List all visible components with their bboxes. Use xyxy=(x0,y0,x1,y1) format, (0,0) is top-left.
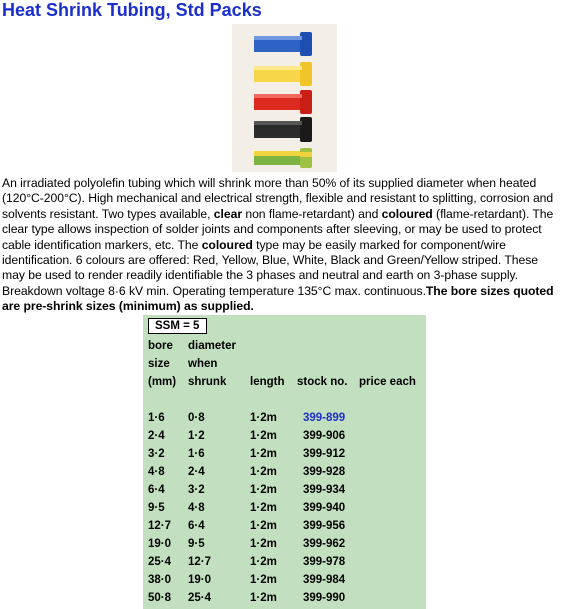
coloured-label: coloured xyxy=(201,237,253,252)
cell-shrunk: 0·8 xyxy=(188,412,205,424)
cell-stock-no: 399-928 xyxy=(303,466,346,478)
header-diameter: diameter xyxy=(188,340,236,352)
description-text: An irradiated polyolefin tubing which will shrink more than 50% of its supplied diameter when heated (120°C-200°C). High mechanical and electrical strength, flexible and resistant to splitting, corrosion and solvents resistant. Two types available, xyxy=(2,176,554,221)
cell-stock-no: 399-990 xyxy=(303,592,346,604)
cell-length: 1·2m xyxy=(250,412,277,424)
cell-bore: 4·8 xyxy=(148,466,165,478)
description-text: type may be easily marked for component/wire identification. 6 colours are offered: Red, Yellow, Blue, White, Black and Green/Yellow striped. These may be used to render readily identifiable the 3 phases and neutral and earth on 3-phase supply. Breakdown voltage 8·6 kV min. Operating temperature 135°C max. continuous. xyxy=(2,237,538,298)
cell-bore: 2·4 xyxy=(148,430,165,442)
cell-stock-no: 399-984 xyxy=(303,574,346,586)
cell-shrunk: 1·2 xyxy=(188,430,205,442)
header-shrunk: shrunk xyxy=(188,376,227,388)
product-table xyxy=(143,315,426,609)
product-image xyxy=(232,24,337,172)
ssm-badge: SSM = 5 xyxy=(148,318,207,334)
description-text: (flame-retardant). The clear type allows inspection of solder joints and components after sleeving, or may be used to protect cable identification markers, etc. The xyxy=(2,206,554,252)
coloured-label: coloured xyxy=(381,206,433,221)
cell-length: 1·2m xyxy=(250,502,277,514)
cell-stock-no: 399-940 xyxy=(303,502,346,514)
cell-stock-no: 399-906 xyxy=(303,430,346,442)
cell-length: 1·2m xyxy=(250,430,277,442)
cell-bore: 12·7 xyxy=(148,520,172,532)
header-size: size xyxy=(148,358,170,370)
description-text: non flame-retardant) and xyxy=(242,206,382,221)
header-length: length xyxy=(250,376,285,388)
cell-length: 1·2m xyxy=(250,466,277,478)
page-title: Heat Shrink Tubing, Std Packs xyxy=(2,0,262,20)
header-when: when xyxy=(188,358,218,370)
cell-shrunk: 3·2 xyxy=(188,484,205,496)
header-bore: bore xyxy=(148,340,173,352)
cell-bore: 38·0 xyxy=(148,574,172,586)
cell-length: 1·2m xyxy=(250,520,277,532)
cell-stock-no: 399-934 xyxy=(303,484,346,496)
cell-length: 1·2m xyxy=(250,484,277,496)
heat-shrink-tubes-illustration xyxy=(232,24,337,172)
clear-label: clear xyxy=(213,206,243,221)
cell-shrunk: 25·4 xyxy=(188,592,212,604)
cell-length: 1·2m xyxy=(250,538,277,550)
cell-shrunk: 2·4 xyxy=(188,466,205,478)
cell-length: 1·2m xyxy=(250,574,277,586)
cell-shrunk: 1·6 xyxy=(188,448,205,460)
cell-shrunk: 4·8 xyxy=(188,502,205,514)
cell-shrunk: 6·4 xyxy=(188,520,205,532)
cell-bore: 9·5 xyxy=(148,502,165,514)
cell-stock-no: 399-978 xyxy=(303,556,346,568)
cell-stock-no[interactable]: 399-899 xyxy=(303,412,346,424)
cell-bore: 3·2 xyxy=(148,448,165,460)
cell-bore: 19·0 xyxy=(148,538,172,550)
cell-length: 1·2m xyxy=(250,448,277,460)
cell-bore: 25·4 xyxy=(148,556,172,568)
cell-bore: 6·4 xyxy=(148,484,165,496)
cell-length: 1·2m xyxy=(250,556,277,568)
product-description xyxy=(2,176,564,315)
cell-stock-no: 399-912 xyxy=(303,448,346,460)
cell-shrunk: 9·5 xyxy=(188,538,205,550)
cell-stock-no: 399-956 xyxy=(303,520,346,532)
header-mm: (mm) xyxy=(148,376,177,388)
cell-bore: 1·6 xyxy=(148,412,165,424)
header-price-each: price each xyxy=(359,376,416,388)
cell-shrunk: 12·7 xyxy=(188,556,212,568)
cell-stock-no: 399-962 xyxy=(303,538,346,550)
bore-size-note: The bore sizes quoted are pre-shrink sizes (minimum) as supplied. xyxy=(2,283,554,314)
cell-shrunk: 19·0 xyxy=(188,574,212,586)
header-stock-no: stock no. xyxy=(297,376,348,388)
cell-length: 1·2m xyxy=(250,592,277,604)
cell-bore: 50·8 xyxy=(148,592,172,604)
